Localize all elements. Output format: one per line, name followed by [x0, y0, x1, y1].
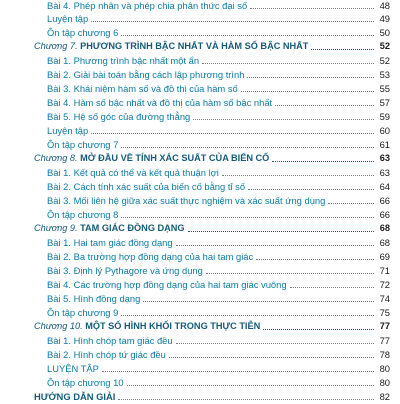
toc-page-number: 50 [379, 27, 390, 39]
chapter-title: MỘT SỐ HÌNH KHỐI TRONG THỰC TIỄN [85, 320, 261, 331]
toc-entry-label: Bài 2. Cách tính xác suất của biến cố bằng tỉ số [47, 181, 246, 193]
toc-entry-label: Bài 1. Hai tam giác đồng dạng [47, 236, 173, 248]
toc-entry-row [0, 53, 400, 68]
toc-entry-row [0, 95, 400, 110]
toc-page-number: 69 [379, 250, 390, 262]
dot-leader [91, 133, 374, 134]
toc-chapter-row [0, 221, 400, 236]
toc-page-number: 59 [379, 111, 390, 123]
toc-page-number: 80 [379, 376, 390, 388]
chapter-title: TAM GIÁC ĐỒNG DẠNG [80, 223, 185, 234]
dot-leader [193, 119, 374, 120]
toc-entry-label [34, 151, 269, 166]
toc-page-number: 66 [379, 209, 390, 221]
toc-entry-row [0, 207, 400, 222]
toc-page-number: 68 [379, 223, 390, 234]
dot-leader [176, 343, 374, 344]
toc-entry-label: Bài 1. Phương trình bậc nhất một ẩn [47, 55, 200, 67]
dot-leader [169, 357, 374, 358]
toc-entry-label: Bài 3. Khái niệm hàm số và đồ thị của hàm số [47, 83, 238, 95]
toc-entry-label: Bài 5. Hình đồng dạng [47, 292, 141, 304]
toc-page-number: 60 [379, 125, 390, 137]
toc-entry-row [0, 291, 400, 306]
dot-leader [311, 49, 374, 50]
toc-entry-label: LUYỆN TẬP [47, 362, 99, 374]
dot-leader [127, 385, 374, 386]
dot-leader [247, 77, 374, 78]
dot-leader [248, 189, 374, 190]
toc-entry-row [0, 249, 400, 264]
dot-leader [328, 203, 374, 204]
toc-entry-row [0, 347, 400, 362]
toc-entry-row [0, 25, 400, 40]
dot-leader [121, 147, 374, 148]
toc-page-number: 52 [379, 41, 390, 52]
toc-page-number: 49 [379, 13, 390, 25]
toc-entry-row [0, 67, 400, 82]
dot-leader [143, 301, 374, 302]
toc-chapter-row [0, 151, 400, 166]
dot-leader [241, 91, 374, 92]
chapter-number: Chương 10. [34, 320, 86, 331]
toc-entry-label: Ôn tập chương 10 [47, 376, 124, 388]
chapter-title: MỞ ĐẦU VỀ TÍNH XÁC SUẤT CỦA BIẾN CỐ [80, 153, 270, 164]
dot-leader [206, 273, 374, 274]
toc-page-number: 55 [379, 83, 390, 95]
dot-leader [91, 21, 374, 22]
toc-entry-row [0, 333, 400, 348]
toc-page-number: 71 [379, 264, 390, 276]
toc-page-number: 64 [379, 181, 390, 193]
dot-leader [121, 315, 374, 316]
toc-page-number: 63 [379, 153, 390, 164]
toc-page-number: 74 [379, 292, 390, 304]
toc-entry-label: Bài 3. Mối liên hệ giữa xác suất thực nghiệm và xác suất ứng dụng [47, 195, 326, 207]
toc-page-number: 61 [379, 139, 390, 151]
toc-entry-row [0, 179, 400, 194]
toc-page-number: 82 [379, 390, 390, 402]
toc-entry-label: Bài 3. Định lý Pythagore và ứng dụng [47, 264, 203, 276]
toc-page-number: 63 [379, 167, 390, 179]
chapter-title: PHƯƠNG TRÌNH BẬC NHẤT VÀ HÀM SỐ BẬC NHẤT [80, 41, 309, 52]
toc-entry-row [0, 277, 400, 292]
toc-entry-row [0, 361, 400, 376]
toc-entry-label: Ôn tập chương 8 [47, 209, 119, 221]
toc-entry-label: Bài 4. Hàm số bậc nhất và đồ thị của hàm số bậc nhất [47, 97, 273, 109]
toc-entry-label: Bài 5. Hệ số góc của đường thẳng [47, 111, 191, 123]
toc-entry-row [0, 263, 400, 278]
toc-chapter-row [0, 319, 400, 334]
dot-leader [102, 371, 374, 372]
dot-leader [222, 175, 374, 176]
toc-entry-label [34, 319, 260, 334]
dot-leader [176, 245, 374, 246]
toc-entry-label: Bài 4. Các trường hợp đồng dạng của hai tam giác vuông [47, 278, 287, 290]
dot-leader [250, 8, 374, 9]
toc-entry-label: Luyện tập [47, 125, 89, 137]
toc-page-number: 66 [379, 195, 390, 207]
toc-entry-label: Bài 1. Kết quả có thể và kết quả thuận lợi [47, 167, 219, 179]
toc-entry-row [0, 123, 400, 138]
toc-entry-row [0, 375, 400, 390]
chapter-number: Chương 9. [34, 223, 81, 234]
toc-entry-row [0, 305, 400, 320]
toc-entry-label [34, 221, 185, 236]
toc-entry-label: Bài 4. Phép nhân và phép chia phân thức đại số [47, 0, 248, 11]
dot-leader [188, 231, 374, 232]
toc-entry-label: Bài 2. Giải bài toán bằng cách lập phương trình [47, 69, 245, 81]
dot-leader [121, 217, 374, 218]
dot-leader [121, 35, 374, 36]
toc-page-number: 77 [379, 320, 390, 331]
toc-page-number: 68 [379, 236, 390, 248]
toc-entry-label: Luyện tập [47, 13, 89, 25]
dot-leader [263, 329, 374, 330]
toc-entry-row [0, 81, 400, 96]
dot-leader [256, 259, 374, 260]
toc-page-number: 72 [379, 278, 390, 290]
dot-leader [290, 287, 374, 288]
chapter-number: Chương 7. [34, 41, 81, 52]
toc-entry-label: Bài 2. Ba trường hợp đồng dạng của hai tam giác [47, 250, 254, 262]
toc-page-number: 48 [379, 0, 390, 11]
toc-entry-label: Bài 1. Hình chóp tam giác đều [47, 334, 173, 346]
toc-entry-label: Bài 2. Hình chóp tứ giác đều [47, 348, 166, 360]
toc-entry-label: Ôn tập chương 9 [47, 306, 119, 318]
toc-page-number: 80 [379, 362, 390, 374]
toc-page-number: 77 [379, 334, 390, 346]
toc-entry-row [0, 109, 400, 124]
toc-entry-label: Ôn tập chương 6 [47, 27, 119, 39]
toc-chapter-row [0, 39, 400, 54]
dot-leader [275, 105, 374, 106]
toc-entry-row [0, 11, 400, 26]
toc-entry-row [0, 137, 400, 152]
toc-page-number: 75 [379, 306, 390, 318]
dot-leader [202, 63, 374, 64]
toc-page-number: 57 [379, 97, 390, 109]
dot-leader [272, 161, 374, 162]
toc-entry-row [0, 389, 400, 404]
toc-entry-row [0, 193, 400, 208]
toc-page-number: 78 [379, 348, 390, 360]
toc-entry-row [0, 235, 400, 250]
toc-entry-label [34, 39, 308, 54]
toc-entry-row [0, 165, 400, 180]
toc-page-number: 53 [379, 69, 390, 81]
chapter-number: Chương 8. [34, 153, 81, 164]
toc-entry-label: HƯỚNG DẪN GIẢI [34, 390, 116, 402]
toc-entry-label: Ôn tập chương 7 [47, 139, 119, 151]
toc-page-number: 52 [379, 55, 390, 67]
